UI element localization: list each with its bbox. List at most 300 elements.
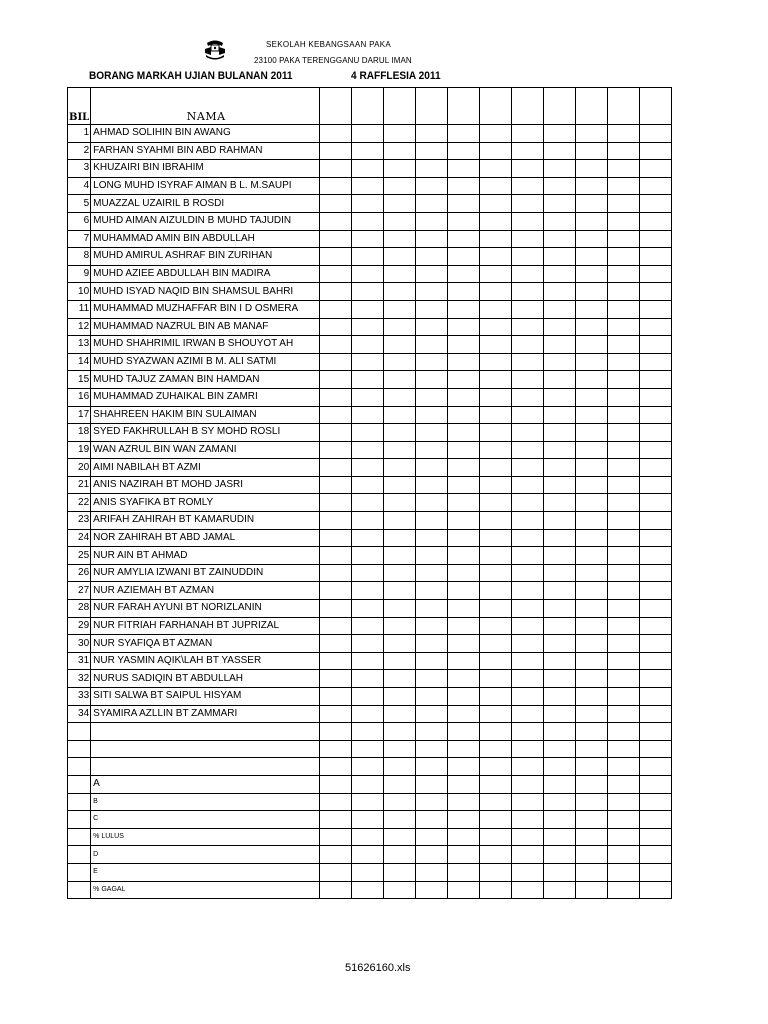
score-cell[interactable] [384,265,416,283]
score-cell[interactable] [512,775,544,793]
score-cell[interactable] [416,740,448,758]
score-cell[interactable] [480,300,512,318]
score-cell[interactable] [544,388,576,406]
score-cell[interactable] [384,283,416,301]
blank-name-cell[interactable] [91,740,320,758]
score-cell[interactable] [320,283,352,301]
score-cell[interactable] [480,424,512,442]
score-cell[interactable] [352,318,384,336]
score-cell[interactable] [640,705,672,723]
score-cell[interactable] [416,248,448,266]
score-cell[interactable] [544,441,576,459]
score-cell[interactable] [544,881,576,899]
score-cell[interactable] [384,846,416,864]
blank-number-cell[interactable] [68,758,91,776]
score-cell[interactable] [384,441,416,459]
score-cell[interactable] [576,705,608,723]
score-cell[interactable] [448,617,480,635]
score-cell[interactable] [480,828,512,846]
score-cell[interactable] [320,195,352,213]
score-cell[interactable] [384,828,416,846]
score-cell[interactable] [480,740,512,758]
score-cell[interactable] [608,476,640,494]
score-cell[interactable] [640,688,672,706]
score-cell[interactable] [608,811,640,829]
score-header-cell[interactable] [640,88,672,125]
score-cell[interactable] [416,793,448,811]
score-cell[interactable] [544,617,576,635]
score-cell[interactable] [640,212,672,230]
score-cell[interactable] [352,494,384,512]
score-cell[interactable] [352,740,384,758]
score-cell[interactable] [320,652,352,670]
score-cell[interactable] [448,212,480,230]
score-cell[interactable] [640,582,672,600]
score-cell[interactable] [352,459,384,477]
score-cell[interactable] [480,160,512,178]
score-cell[interactable] [384,723,416,741]
score-cell[interactable] [608,846,640,864]
score-cell[interactable] [352,688,384,706]
score-cell[interactable] [608,371,640,389]
score-header-cell[interactable] [320,88,352,125]
score-cell[interactable] [352,212,384,230]
score-cell[interactable] [512,617,544,635]
score-cell[interactable] [608,688,640,706]
score-cell[interactable] [544,142,576,160]
score-cell[interactable] [384,406,416,424]
score-cell[interactable] [512,547,544,565]
score-cell[interactable] [544,775,576,793]
score-cell[interactable] [320,529,352,547]
score-cell[interactable] [480,212,512,230]
score-header-cell[interactable] [352,88,384,125]
score-cell[interactable] [608,564,640,582]
score-cell[interactable] [640,617,672,635]
score-cell[interactable] [512,371,544,389]
score-cell[interactable] [544,195,576,213]
score-cell[interactable] [608,441,640,459]
score-cell[interactable] [640,283,672,301]
score-cell[interactable] [640,424,672,442]
score-cell[interactable] [544,635,576,653]
score-cell[interactable] [576,459,608,477]
score-cell[interactable] [352,424,384,442]
score-cell[interactable] [480,177,512,195]
score-cell[interactable] [384,230,416,248]
score-cell[interactable] [544,670,576,688]
score-cell[interactable] [320,300,352,318]
score-cell[interactable] [512,300,544,318]
score-cell[interactable] [640,811,672,829]
score-cell[interactable] [640,318,672,336]
score-cell[interactable] [448,371,480,389]
score-cell[interactable] [480,617,512,635]
score-cell[interactable] [416,424,448,442]
score-cell[interactable] [416,863,448,881]
score-cell[interactable] [320,828,352,846]
score-cell[interactable] [544,318,576,336]
score-cell[interactable] [608,248,640,266]
score-cell[interactable] [480,881,512,899]
score-cell[interactable] [640,336,672,354]
score-cell[interactable] [512,160,544,178]
score-cell[interactable] [512,318,544,336]
score-cell[interactable] [448,512,480,530]
score-cell[interactable] [576,617,608,635]
score-cell[interactable] [384,300,416,318]
score-cell[interactable] [384,177,416,195]
score-cell[interactable] [576,688,608,706]
score-cell[interactable] [576,811,608,829]
score-cell[interactable] [608,142,640,160]
score-cell[interactable] [384,160,416,178]
score-cell[interactable] [352,881,384,899]
score-cell[interactable] [544,459,576,477]
score-cell[interactable] [576,775,608,793]
score-cell[interactable] [576,441,608,459]
score-cell[interactable] [576,494,608,512]
score-cell[interactable] [512,476,544,494]
score-cell[interactable] [384,388,416,406]
score-cell[interactable] [384,459,416,477]
score-cell[interactable] [512,125,544,143]
score-cell[interactable] [480,635,512,653]
score-cell[interactable] [480,600,512,618]
score-cell[interactable] [384,547,416,565]
score-cell[interactable] [352,195,384,213]
score-cell[interactable] [384,811,416,829]
score-cell[interactable] [608,230,640,248]
score-cell[interactable] [512,283,544,301]
score-cell[interactable] [352,300,384,318]
score-cell[interactable] [352,371,384,389]
score-cell[interactable] [576,512,608,530]
score-cell[interactable] [480,265,512,283]
score-cell[interactable] [416,195,448,213]
score-cell[interactable] [544,300,576,318]
score-cell[interactable] [608,494,640,512]
score-cell[interactable] [384,476,416,494]
score-cell[interactable] [480,811,512,829]
score-cell[interactable] [416,564,448,582]
score-cell[interactable] [576,723,608,741]
score-cell[interactable] [576,670,608,688]
score-cell[interactable] [352,547,384,565]
score-cell[interactable] [640,248,672,266]
score-cell[interactable] [608,723,640,741]
score-cell[interactable] [448,494,480,512]
score-cell[interactable] [544,494,576,512]
score-cell[interactable] [384,142,416,160]
score-cell[interactable] [512,353,544,371]
score-cell[interactable] [480,547,512,565]
score-cell[interactable] [320,670,352,688]
score-cell[interactable] [352,406,384,424]
score-cell[interactable] [320,459,352,477]
score-cell[interactable] [448,441,480,459]
score-cell[interactable] [640,564,672,582]
score-cell[interactable] [352,670,384,688]
score-cell[interactable] [640,828,672,846]
score-cell[interactable] [480,142,512,160]
score-cell[interactable] [352,775,384,793]
score-cell[interactable] [416,125,448,143]
score-cell[interactable] [544,424,576,442]
score-cell[interactable] [544,582,576,600]
score-cell[interactable] [640,723,672,741]
score-cell[interactable] [512,406,544,424]
score-cell[interactable] [576,635,608,653]
score-cell[interactable] [416,406,448,424]
score-cell[interactable] [544,230,576,248]
score-cell[interactable] [544,652,576,670]
score-cell[interactable] [608,212,640,230]
score-cell[interactable] [320,177,352,195]
score-cell[interactable] [608,424,640,442]
score-cell[interactable] [512,793,544,811]
score-cell[interactable] [448,723,480,741]
score-cell[interactable] [608,300,640,318]
score-cell[interactable] [448,600,480,618]
score-cell[interactable] [576,353,608,371]
score-cell[interactable] [352,336,384,354]
score-cell[interactable] [576,318,608,336]
score-cell[interactable] [576,476,608,494]
score-cell[interactable] [480,652,512,670]
score-cell[interactable] [576,846,608,864]
score-cell[interactable] [384,125,416,143]
score-cell[interactable] [448,424,480,442]
score-cell[interactable] [384,758,416,776]
score-cell[interactable] [512,652,544,670]
score-cell[interactable] [544,160,576,178]
score-cell[interactable] [416,459,448,477]
score-cell[interactable] [320,512,352,530]
score-cell[interactable] [544,705,576,723]
score-cell[interactable] [480,512,512,530]
score-cell[interactable] [384,424,416,442]
score-cell[interactable] [608,670,640,688]
score-cell[interactable] [448,881,480,899]
score-cell[interactable] [576,547,608,565]
score-cell[interactable] [512,248,544,266]
score-cell[interactable] [608,828,640,846]
score-cell[interactable] [416,811,448,829]
score-cell[interactable] [384,336,416,354]
score-cell[interactable] [512,142,544,160]
score-cell[interactable] [384,793,416,811]
score-cell[interactable] [448,459,480,477]
score-cell[interactable] [416,265,448,283]
score-cell[interactable] [448,705,480,723]
score-cell[interactable] [384,494,416,512]
score-cell[interactable] [352,635,384,653]
score-cell[interactable] [416,828,448,846]
score-cell[interactable] [384,635,416,653]
score-cell[interactable] [480,283,512,301]
score-cell[interactable] [576,758,608,776]
score-cell[interactable] [544,547,576,565]
score-cell[interactable] [544,177,576,195]
score-cell[interactable] [416,300,448,318]
score-cell[interactable] [320,793,352,811]
score-cell[interactable] [320,318,352,336]
score-cell[interactable] [640,388,672,406]
score-cell[interactable] [480,793,512,811]
score-cell[interactable] [320,212,352,230]
score-cell[interactable] [544,529,576,547]
score-cell[interactable] [352,705,384,723]
score-cell[interactable] [448,248,480,266]
score-cell[interactable] [512,600,544,618]
score-cell[interactable] [576,863,608,881]
score-cell[interactable] [320,775,352,793]
score-cell[interactable] [384,248,416,266]
score-cell[interactable] [640,793,672,811]
score-cell[interactable] [448,406,480,424]
score-cell[interactable] [352,353,384,371]
score-cell[interactable] [448,230,480,248]
score-cell[interactable] [544,512,576,530]
score-cell[interactable] [640,265,672,283]
score-cell[interactable] [608,160,640,178]
score-cell[interactable] [640,459,672,477]
score-cell[interactable] [480,441,512,459]
score-cell[interactable] [512,758,544,776]
score-cell[interactable] [480,688,512,706]
score-cell[interactable] [448,582,480,600]
score-cell[interactable] [512,494,544,512]
score-cell[interactable] [640,547,672,565]
score-cell[interactable] [640,652,672,670]
score-header-cell[interactable] [416,88,448,125]
score-cell[interactable] [384,670,416,688]
score-cell[interactable] [576,142,608,160]
score-cell[interactable] [576,793,608,811]
score-cell[interactable] [352,441,384,459]
score-cell[interactable] [576,652,608,670]
score-cell[interactable] [480,670,512,688]
score-cell[interactable] [576,160,608,178]
score-cell[interactable] [512,881,544,899]
score-cell[interactable] [448,388,480,406]
score-cell[interactable] [512,635,544,653]
score-cell[interactable] [512,740,544,758]
score-cell[interactable] [544,265,576,283]
score-cell[interactable] [640,846,672,864]
score-cell[interactable] [416,142,448,160]
score-cell[interactable] [640,740,672,758]
score-cell[interactable] [544,564,576,582]
score-cell[interactable] [448,688,480,706]
score-cell[interactable] [416,512,448,530]
score-cell[interactable] [512,212,544,230]
score-cell[interactable] [608,793,640,811]
score-cell[interactable] [448,195,480,213]
score-cell[interactable] [544,863,576,881]
score-cell[interactable] [608,529,640,547]
score-cell[interactable] [448,828,480,846]
score-cell[interactable] [544,371,576,389]
score-cell[interactable] [352,828,384,846]
score-cell[interactable] [352,723,384,741]
score-cell[interactable] [480,529,512,547]
score-cell[interactable] [608,406,640,424]
score-cell[interactable] [512,811,544,829]
score-cell[interactable] [576,529,608,547]
score-cell[interactable] [352,283,384,301]
score-cell[interactable] [576,177,608,195]
score-cell[interactable] [416,529,448,547]
score-cell[interactable] [512,705,544,723]
score-cell[interactable] [416,494,448,512]
score-cell[interactable] [512,424,544,442]
score-cell[interactable] [320,723,352,741]
score-cell[interactable] [544,688,576,706]
score-cell[interactable] [576,424,608,442]
score-cell[interactable] [448,265,480,283]
score-cell[interactable] [448,811,480,829]
score-cell[interactable] [448,547,480,565]
score-cell[interactable] [640,476,672,494]
score-cell[interactable] [448,863,480,881]
score-cell[interactable] [416,547,448,565]
score-cell[interactable] [512,177,544,195]
score-cell[interactable] [640,371,672,389]
score-cell[interactable] [576,265,608,283]
score-cell[interactable] [320,547,352,565]
score-cell[interactable] [448,758,480,776]
score-cell[interactable] [608,336,640,354]
score-cell[interactable] [512,688,544,706]
score-cell[interactable] [608,177,640,195]
score-cell[interactable] [384,863,416,881]
score-cell[interactable] [576,248,608,266]
score-cell[interactable] [320,740,352,758]
score-cell[interactable] [608,459,640,477]
score-cell[interactable] [608,758,640,776]
score-cell[interactable] [352,652,384,670]
score-cell[interactable] [416,846,448,864]
score-cell[interactable] [576,406,608,424]
score-cell[interactable] [384,600,416,618]
score-cell[interactable] [512,828,544,846]
score-cell[interactable] [352,758,384,776]
score-cell[interactable] [384,582,416,600]
score-cell[interactable] [576,283,608,301]
score-cell[interactable] [320,758,352,776]
score-cell[interactable] [320,248,352,266]
score-cell[interactable] [448,846,480,864]
score-cell[interactable] [608,600,640,618]
score-cell[interactable] [416,441,448,459]
score-cell[interactable] [576,388,608,406]
score-cell[interactable] [384,705,416,723]
score-cell[interactable] [352,160,384,178]
score-cell[interactable] [352,617,384,635]
score-cell[interactable] [608,652,640,670]
score-cell[interactable] [640,775,672,793]
score-cell[interactable] [480,758,512,776]
score-cell[interactable] [544,723,576,741]
score-cell[interactable] [480,336,512,354]
score-cell[interactable] [320,617,352,635]
score-cell[interactable] [320,388,352,406]
score-cell[interactable] [320,142,352,160]
score-cell[interactable] [512,582,544,600]
score-cell[interactable] [448,635,480,653]
